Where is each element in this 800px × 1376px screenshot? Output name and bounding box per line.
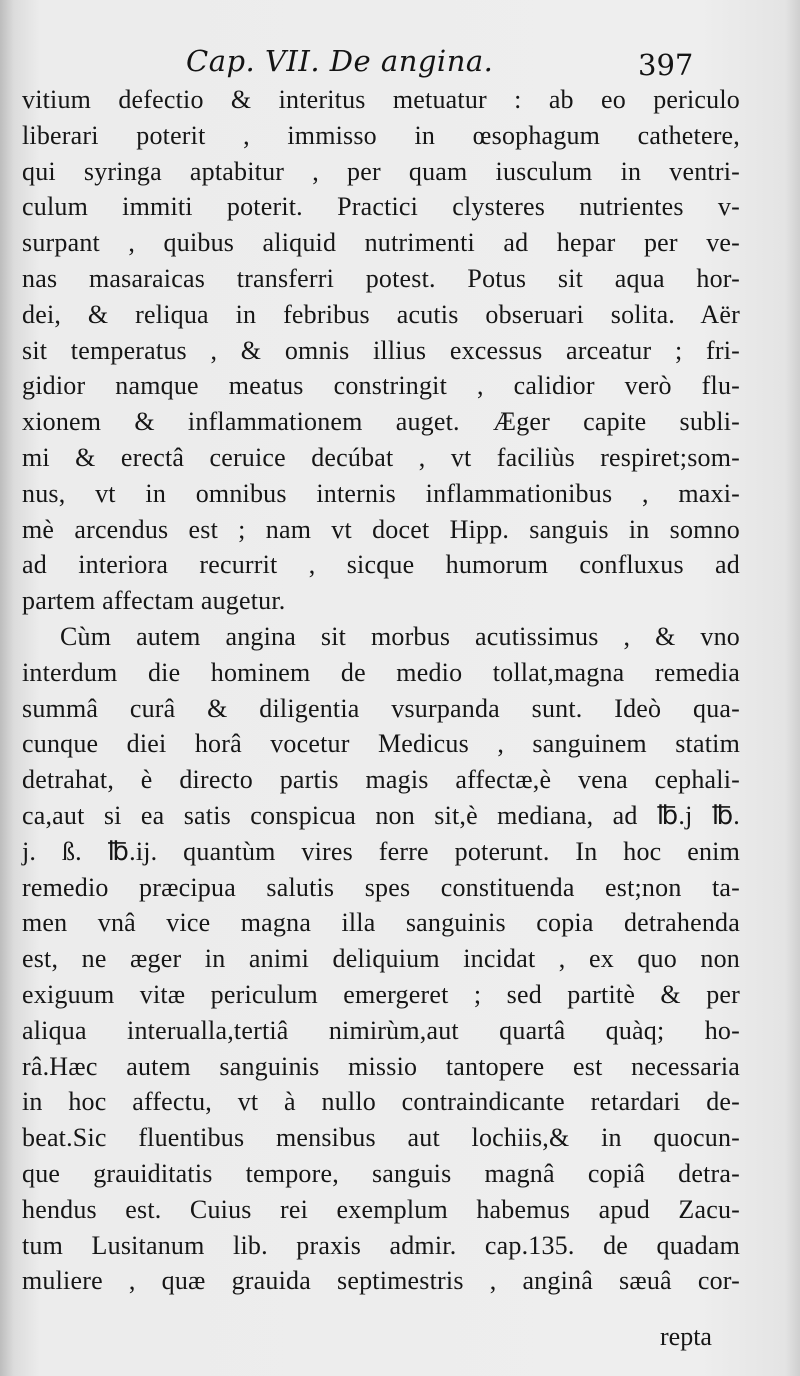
text-line: ad interiora recurrit , sicque humorum confluxus ad bbox=[22, 550, 740, 580]
text-line: xionem & inflammationem auget. Æger capite subli- bbox=[22, 407, 740, 437]
text-line: cunque diei horâ vocetur Medicus , sanguinem statim bbox=[22, 729, 740, 759]
text-line: qui syringa aptabitur , per quam iusculum in ventri- bbox=[22, 156, 740, 186]
text-line: detrahat, è directo partis magis affectæ,è vena cephali- bbox=[22, 765, 740, 795]
text-line: dei, & reliqua in febribus acutis obseruari solita. Aër bbox=[22, 299, 740, 329]
text-line: nus, vt in omnibus internis inflammationibus , maxi- bbox=[22, 478, 740, 508]
page-number: 397 bbox=[638, 48, 694, 82]
text-line: mi & erectâ ceruice decúbat , vt faciliùs respiret;som- bbox=[22, 442, 740, 472]
paragraph-start-line: Cùm autem angina sit morbus acutissimus , & vno bbox=[60, 621, 740, 651]
text-line: beat.Sic fluentibus mensibus aut lochiis,& in quocun- bbox=[22, 1123, 740, 1153]
text-line: summâ curâ & diligentia vsurpanda sunt. Ideò qua- bbox=[22, 693, 740, 723]
text-line: mè arcendus est ; nam vt docet Hipp. sanguis in somno bbox=[22, 514, 740, 544]
text-line: gidior namque meatus constringit , calidior verò flu- bbox=[22, 371, 740, 401]
catchword: repta bbox=[660, 1322, 712, 1351]
text-line: nas masaraicas transferri potest. Potus sit aqua hor- bbox=[22, 263, 740, 293]
text-line: men vnâ vice magna illa sanguinis copia detrahenda bbox=[22, 908, 740, 938]
text-line: aliqua interualla,tertiâ nimirùm,aut quartâ quàq; ho- bbox=[22, 1015, 740, 1045]
text-line: ca,aut si ea satis conspicua non sit,è mediana, ad ℔.j ℔. bbox=[22, 800, 740, 830]
text-line: surpant , quibus aliquid nutrimenti ad hepar per ve- bbox=[22, 228, 740, 258]
text-line: tum Lusitanum lib. praxis admir. cap.135. de quadam bbox=[22, 1230, 740, 1260]
text-line: que grauiditatis tempore, sanguis magnâ copiâ detra- bbox=[22, 1158, 740, 1188]
text-line: est, ne æger in animi deliquium incidat , ex quo non bbox=[22, 944, 740, 974]
text-line: sit temperatus , & omnis illius excessus arceatur ; fri- bbox=[22, 335, 740, 365]
text-line: interdum die hominem de medio tollat,magna remedia bbox=[22, 657, 740, 687]
text-line: vitium defectio & interitus metuatur : ab eo periculo bbox=[22, 85, 740, 114]
text-line: exiguum vitæ periculum emergeret ; sed partitè & per bbox=[22, 979, 740, 1009]
text-line: culum immiti poterit. Practici clysteres nutrientes v- bbox=[22, 192, 740, 222]
text-line: muliere , quæ grauida septimestris , anginâ sæuâ cor- bbox=[22, 1266, 740, 1296]
text-line: râ.Hæc autem sanguinis missio tantopere est necessaria bbox=[22, 1051, 740, 1081]
text-line: remedio præcipua salutis spes constituenda est;non ta- bbox=[22, 872, 740, 902]
text-line: hendus est. Cuius rei exemplum habemus apud Zacu- bbox=[22, 1194, 740, 1224]
chapter-title: Cap. VII. De angina. bbox=[186, 44, 494, 78]
body-text bbox=[22, 82, 740, 1299]
text-line: j. ß. ℔.ij. quantùm vires ferre poterunt. In hoc enim bbox=[22, 836, 740, 866]
text-line: in hoc affectu, vt à nullo contraindicante retardari de- bbox=[22, 1087, 740, 1117]
running-head bbox=[0, 44, 800, 84]
text-line: partem affectam augetur. bbox=[22, 586, 286, 616]
text-line: liberari poterit , immisso in œsophagum cathetere, bbox=[22, 120, 740, 150]
